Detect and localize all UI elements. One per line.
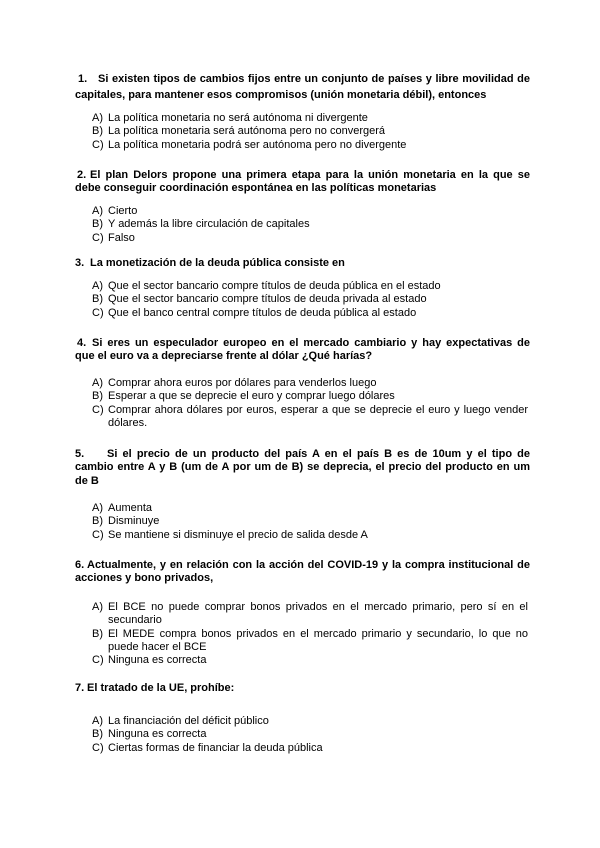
question-4 [75,337,530,364]
option-text [108,515,528,528]
option-letter: B) [92,627,103,640]
question-line: cambio entre A y B (um de A por um de B) se deprecia, el precio del producto en um [75,461,530,474]
question-line: capitales, para mantener esos compromisos (unión monetaria débil), entonces [75,89,487,101]
question-line [75,169,530,182]
option-text [108,742,528,755]
option-line: Disminuye [108,515,160,528]
option-letter: B) [92,218,103,231]
question-text: La monetización de la deuda pública consiste en [90,257,345,269]
answer-options-4 [92,377,528,430]
option-letter: C) [92,654,104,667]
option-letter: B) [92,515,103,528]
question-number: 6. [75,559,85,571]
option-text [108,293,528,306]
answer-options-3 [92,280,528,320]
option-b [92,728,528,741]
option-line: Se mantiene si disminuye el precio de salida desde A [108,528,368,541]
option-a [92,205,528,218]
question-line [75,559,530,572]
question-text: Si existen tipos de cambios fijos entre un conjunto de países y libre movilidad de [98,73,530,85]
option-c [92,139,528,152]
option-line: La financiación del déficit público [108,715,269,727]
option-line: Aumenta [108,502,153,514]
question-line [75,448,530,461]
option-letter: C) [92,403,104,416]
option-c [92,404,528,431]
option-letter: B) [92,390,103,403]
option-text [108,601,528,628]
option-letter: A) [92,205,103,217]
option-c [92,654,528,667]
question-3 [75,257,530,270]
question-number: 3. [75,257,85,269]
option-text [108,728,528,741]
option-text [108,529,528,542]
option-a [92,112,528,125]
option-text [108,218,528,231]
option-c [92,232,528,245]
question-number: 7. [75,682,85,694]
answer-options-7 [92,715,528,755]
option-a [92,715,528,728]
option-line: Cierto [108,205,138,217]
option-line: Que el sector bancario compre títulos de deuda privada al estado [108,293,427,306]
question-line [75,682,530,695]
option-letter: A) [92,601,103,613]
option-letter: A) [92,280,103,292]
option-a [92,377,528,390]
option-text [108,390,528,403]
option-line: La política monetaria podrá ser autónoma pero no divergente [108,138,407,151]
option-a [92,502,528,515]
answer-options-6 [92,601,528,667]
question-text: El plan Delors propone una primera etapa para la unión monetaria en la que se [90,169,530,181]
question-7 [75,682,530,695]
question-line: acciones y bono privados, [75,572,214,585]
option-letter: B) [92,125,103,138]
question-text: Actualmente, y en relación con la acción del COVID-19 y la compra institucional de [87,559,530,571]
question-6 [75,559,530,586]
option-letter: C) [92,528,104,541]
option-b [92,218,528,231]
option-b [92,390,528,403]
option-line: Que el banco central compre títulos de deuda pública al estado [108,306,417,319]
option-text [108,307,528,320]
option-a [92,601,528,628]
option-text [108,125,528,138]
option-text [108,502,528,515]
option-text [108,377,528,390]
option-line: secundario [108,614,162,627]
option-text [108,112,528,125]
option-text [108,139,528,152]
question-line: de B [75,474,99,487]
answer-options-1 [92,112,528,152]
question-text: El tratado de la UE, prohíbe: [87,682,235,694]
option-b [92,125,528,138]
option-letter: B) [92,293,103,306]
option-letter: A) [92,715,103,727]
question-number: 2. [77,169,87,181]
option-line: La política monetaria será autónoma pero no convergerá [108,125,386,138]
option-letter: A) [92,112,103,124]
option-c [92,742,528,755]
option-line: Y además la libre circulación de capitales [108,218,310,231]
option-text [108,404,528,431]
option-text [108,280,528,293]
option-text [108,232,528,245]
option-line: Ninguna es correcta [108,728,207,741]
option-c [92,307,528,320]
option-letter: A) [92,502,103,514]
option-letter: B) [92,728,103,741]
option-line: Ciertas formas de financiar la deuda pública [108,741,323,754]
question-number: 5. [75,448,85,460]
option-letter: A) [92,377,103,389]
option-a [92,280,528,293]
option-line: Ninguna es correcta [108,654,207,667]
option-line: El BCE no puede comprar bonos privados en el mercado primario, pero sí en el [108,601,528,613]
option-line: puede hacer el BCE [108,640,207,653]
question-text: Si eres un especulador europeo en el mercado cambiario y hay expectativas de [92,337,530,349]
question-number: 1. [78,73,88,85]
option-line: El MEDE compra bonos privados en el mercado primario y secundario, lo que no [108,627,528,640]
option-line: Comprar ahora euros por dólares para venderlos luego [108,377,377,389]
question-number: 4. [77,337,87,349]
option-line: Falso [108,231,135,244]
option-line: Esperar a que se deprecie el euro y comprar luego dólares [108,390,395,403]
option-text [108,654,528,667]
option-line: Que el sector bancario compre títulos de deuda pública en el estado [108,280,441,292]
option-text [108,715,528,728]
option-line: dólares. [108,416,148,429]
question-text: Si el precio de un producto del país A en el país B es de 10um y el tipo de [107,448,530,460]
question-2 [75,169,530,196]
question-line [75,257,530,270]
option-b [92,515,528,528]
option-text [108,628,528,655]
answer-options-5 [92,502,528,542]
question-1 [75,71,530,103]
question-line [75,71,530,87]
option-line: La política monetaria no será autónoma ni divergente [108,112,368,124]
answer-options-2 [92,205,528,245]
question-line: debe conseguir coordinación espontánea en las políticas monetarias [75,182,437,195]
option-letter: C) [92,138,104,151]
option-letter: C) [92,231,104,244]
option-text [108,205,528,218]
option-c [92,529,528,542]
option-b [92,628,528,655]
option-letter: C) [92,741,104,754]
question-5 [75,448,530,488]
question-line [75,337,530,350]
question-line: que el euro va a depreciarse frente al dólar ¿Qué harías? [75,350,373,363]
option-letter: C) [92,306,104,319]
option-b [92,293,528,306]
option-line: Comprar ahora dólares por euros, esperar a que se deprecie el euro y luego vender [108,403,528,416]
